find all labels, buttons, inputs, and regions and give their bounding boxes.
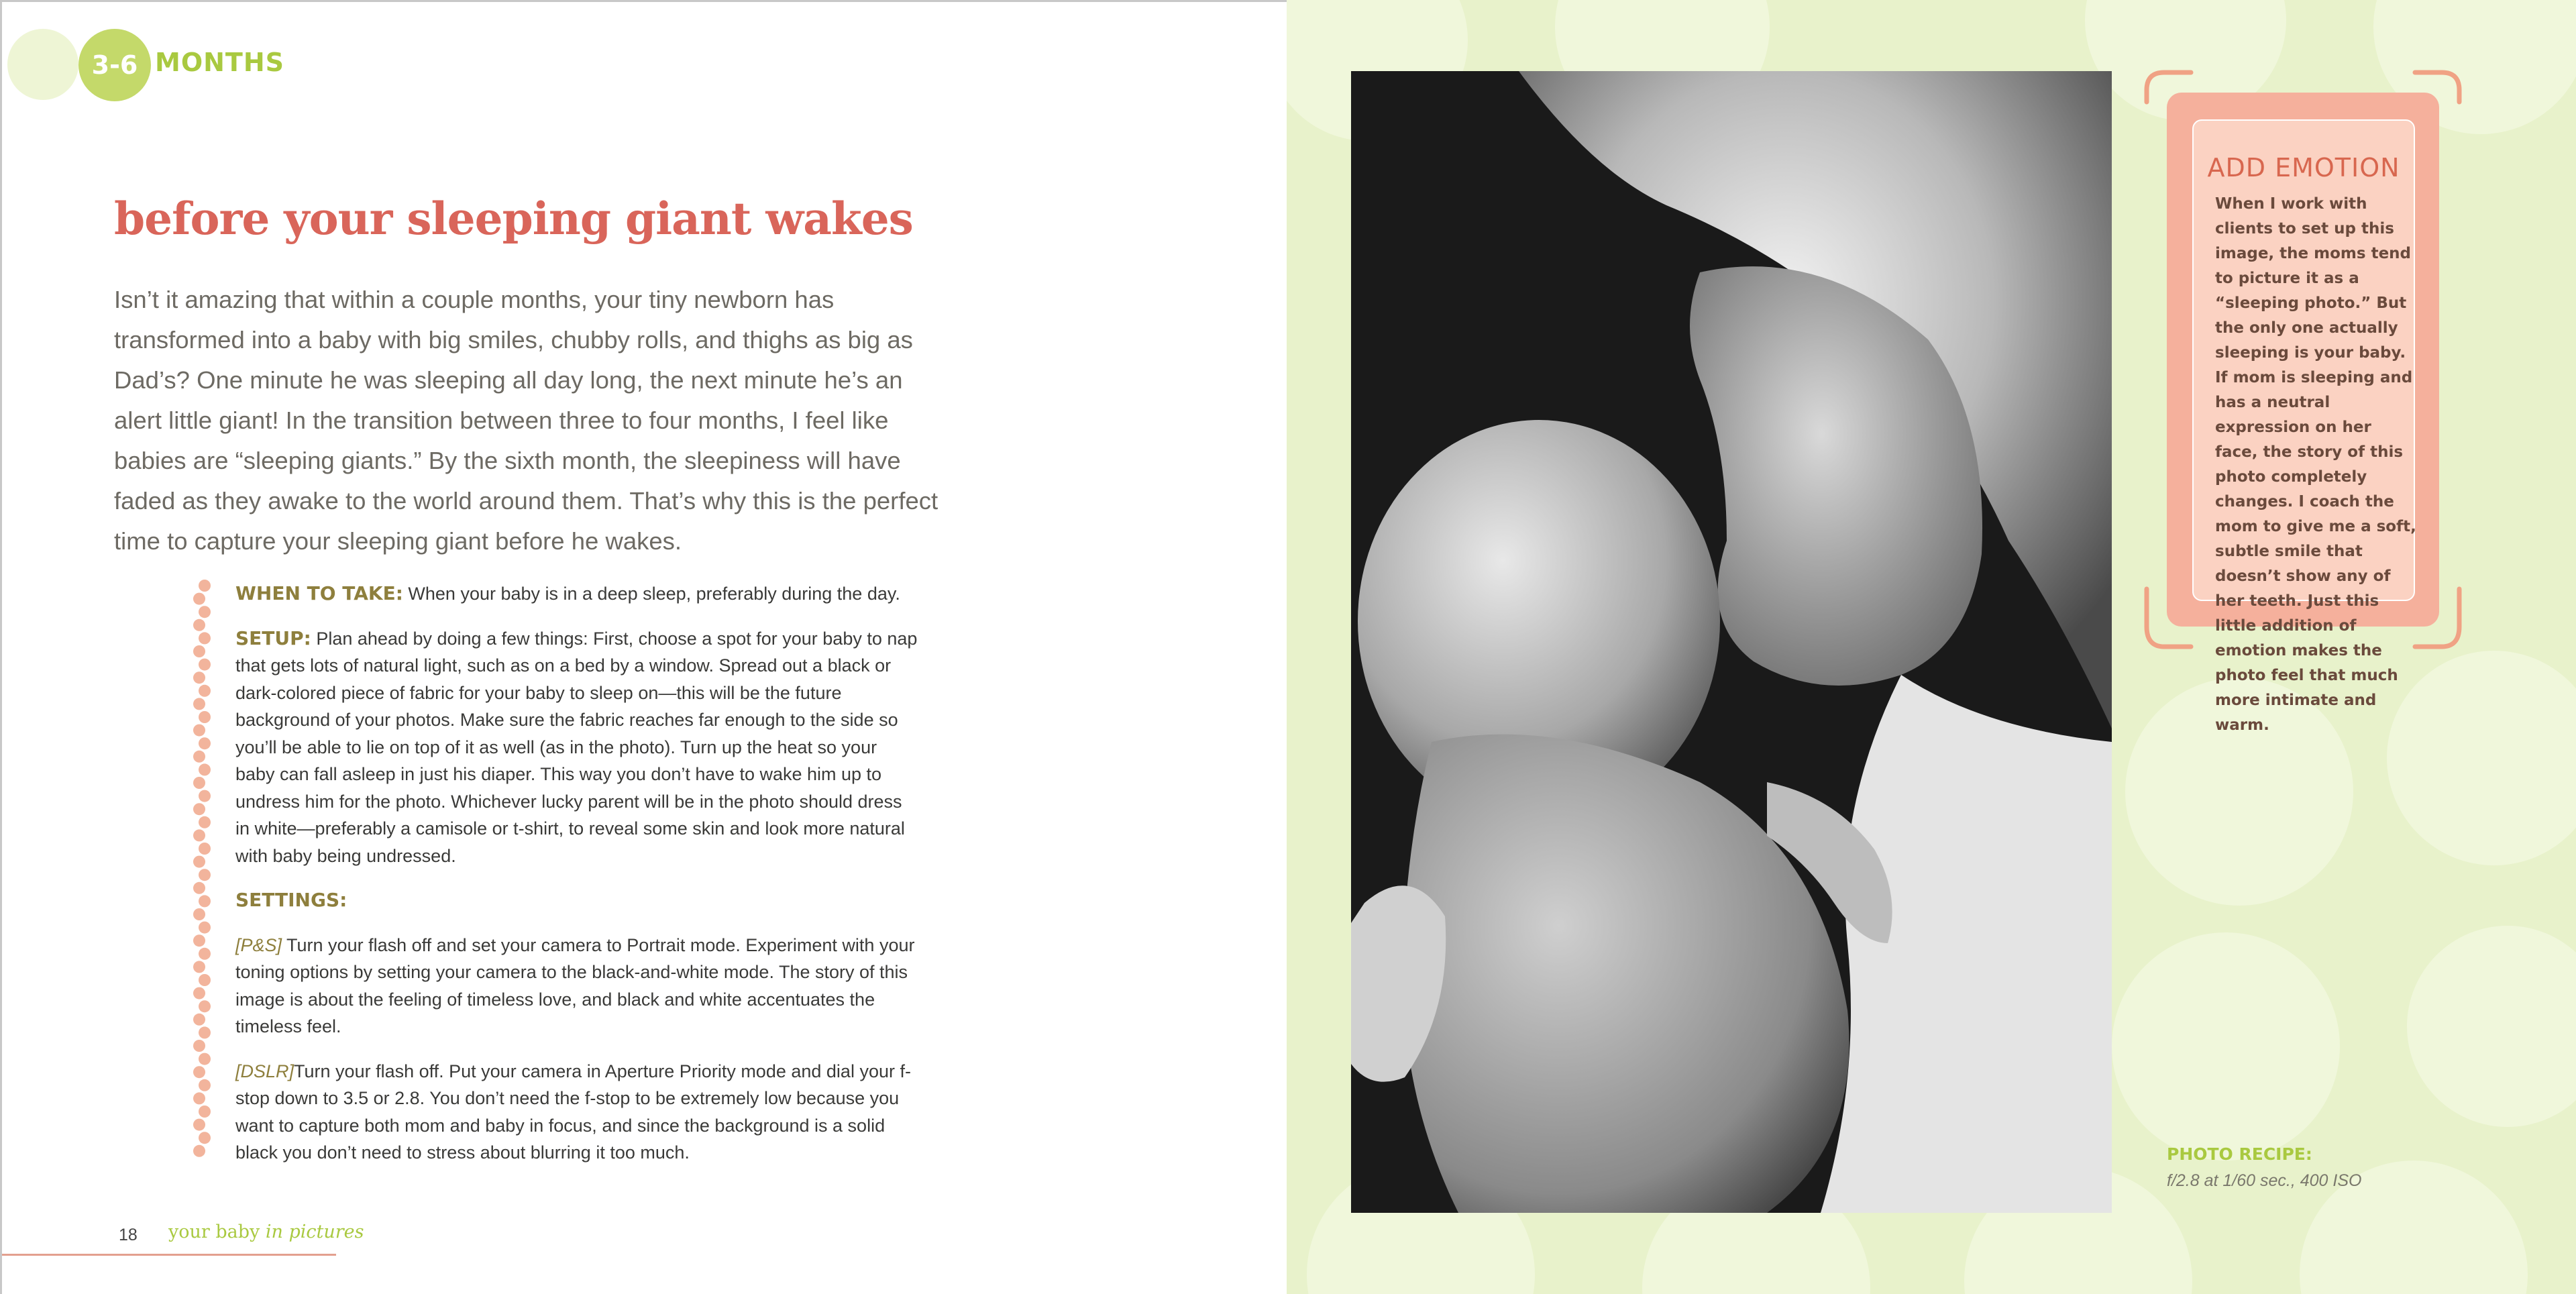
age-unit-label: MONTHS xyxy=(155,48,285,77)
dotted-border-decoration xyxy=(190,579,217,1169)
tip-text: Turn your flash off and set your camera to Portrait mode. Experiment with your toning options by setting your camera to the black-and-white mode. The story of this image is about the feeling of timeless love, and black and white accentuates the timeless feel. xyxy=(235,934,915,1036)
age-range-badge: 3-6 xyxy=(78,29,151,101)
footer-rule xyxy=(2,1254,336,1256)
tip-setup xyxy=(235,625,920,870)
intro-paragraph: Isn’t it amazing that within a couple months, your tiny newborn has transformed into a baby with big smiles, chubby rolls, and thighs as big as Dad’s? One minute he was sleeping all day long, the next minute he’s an alert little giant! In the transition between three to four months, I feel like babies are “sleeping giants.” By the sixth month, the sleepiness will have faded as they awake to the world around them. That’s why this is the perfect time to capture your sleeping giant before he wakes. xyxy=(114,286,938,555)
page-headline: before your sleeping giant wakes xyxy=(114,193,913,245)
camera-tag: [DSLR] xyxy=(235,1061,294,1081)
tip-dslr xyxy=(235,1058,920,1167)
footer-title-plain: your baby xyxy=(168,1222,266,1242)
tip-text: When your baby is in a deep sleep, preferably during the day. xyxy=(402,584,900,604)
add-emotion-sidebar xyxy=(2144,70,2462,734)
tips-list xyxy=(235,580,920,1167)
tip-text: Turn your flash off. Put your camera in Aperture Priority mode and dial your f-stop down to 3.5 or 2.8. You don’t need the f-stop to be extremely low because you want to capture both mom and baby in focus, and since the background is a solid black you don’t need to stress about blurring it too much. xyxy=(235,1061,911,1163)
mother-and-baby-photo xyxy=(1351,71,2112,1213)
tip-label: SETTINGS: xyxy=(235,889,347,911)
sidebar-title: ADD EMOTION xyxy=(2207,153,2400,182)
sidebar-card-inner xyxy=(2192,119,2416,734)
right-page xyxy=(1287,0,2576,1294)
sidebar-body: When I work with clients to set up this image, the moms tend to picture it as a “sleeping photo.” But the only one actually sleeping is your baby. If mom is sleeping and has a neutral expression on her face, the story of this photo completely changes. I coach the mom to give me a soft, subtle smile that doesn’t show any of her teeth. Just this little addition of emotion makes the photo feel that much more intimate and warm. xyxy=(2215,195,2416,734)
tip-settings-heading xyxy=(235,887,920,914)
decorative-circle xyxy=(7,29,78,100)
page-number: 18 xyxy=(119,1226,138,1244)
photo-recipe-label: PHOTO RECIPE: xyxy=(2167,1144,2312,1164)
tip-when-to-take xyxy=(235,580,920,608)
sidebar-card xyxy=(2167,93,2439,734)
left-page xyxy=(0,0,1287,1294)
photo-recipe-value: f/2.8 at 1/60 sec., 400 ISO xyxy=(2167,1171,2362,1190)
tip-point-and-shoot xyxy=(235,932,920,1040)
camera-tag: [P&S] xyxy=(235,934,282,955)
tip-label: WHEN TO TAKE: xyxy=(235,582,403,604)
running-footer-title xyxy=(168,1222,364,1242)
tip-text: Plan ahead by doing a few things: First, choose a spot for your baby to nap that gets lots of natural light, such as on a bed by a window. Spread out a black or dark-colored piece of fabric for your baby to sleep on—this will be the future background of your photos. Make sure the fabric reaches far enough to the side so you’ll be able to lie on top of it as well (as in the photo). Turn up the heat so your baby can fall asleep in just his diaper. This way you don’t have to wake him up to undress him for the photo. Whichever lucky parent will be in the photo should dress in white—preferably a camisole or t-shirt, to reveal some skin and look more natural with baby being undressed. xyxy=(235,628,918,866)
footer-title-italic: in pictures xyxy=(265,1222,364,1242)
tip-label: SETUP: xyxy=(235,627,311,649)
